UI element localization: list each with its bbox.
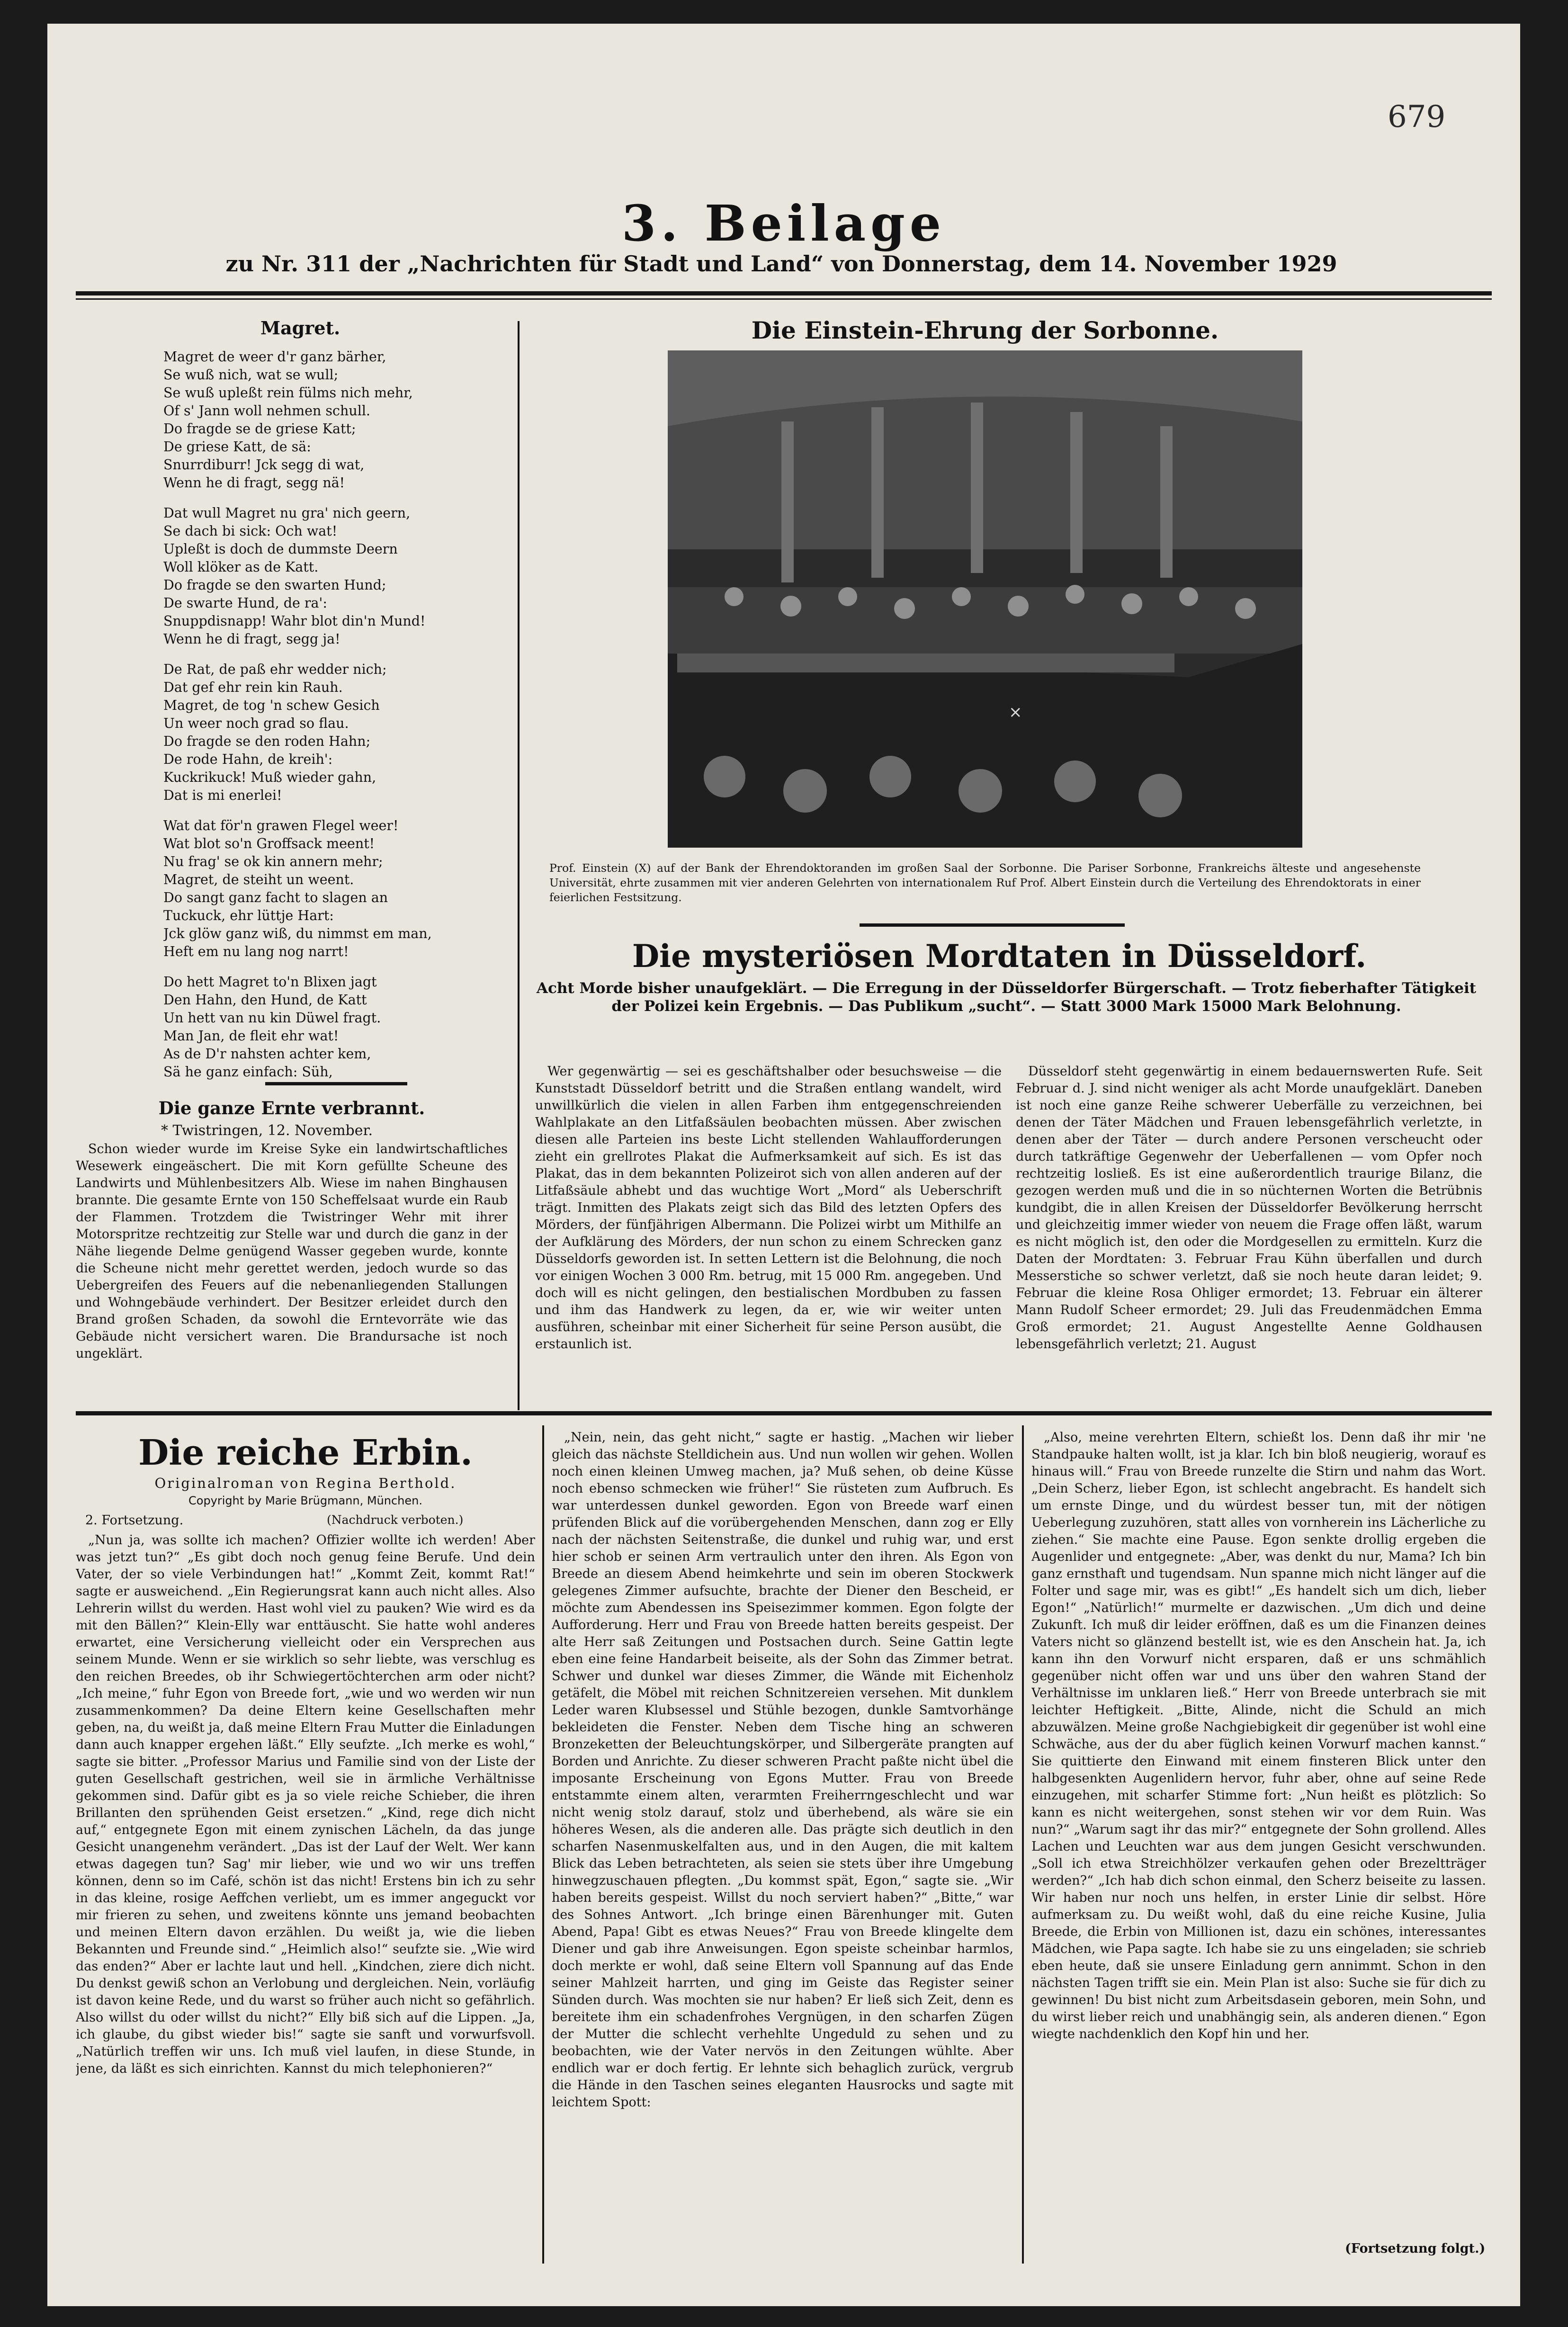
novel-column-1 bbox=[76, 1532, 535, 2256]
poem-line: Man Jan, de fleit ehr wat! bbox=[163, 1028, 339, 1044]
poem-line: Magret de weer d'r ganz bärher, bbox=[163, 349, 386, 365]
poem-line: Se wuß nich, wat se wull; bbox=[163, 367, 339, 383]
photo-caption: Prof. Einstein (X) auf der Bank der Ehrendoktoranden im großen Saal der Sorbonne. Die Pariser Sorbonne, Frankreichs älteste und angesehenste Universität, ehrte zusammen mit vier anderen Gelehrten von internationalem Ruf Prof. Albert Einstein durch die Verteilung des Ehrendoktorats in einer feierlichen Festsitzung. bbox=[549, 861, 1421, 904]
poem-line: Nu frag' se ok kin annern mehr; bbox=[163, 854, 383, 869]
novel-title: Die reiche Erbin. bbox=[138, 1432, 473, 1473]
poem-line: Snuppdisnapp! Wahr blot din'n Mund! bbox=[163, 613, 426, 629]
poem-line: Wat blot so'n Groffsack meent! bbox=[163, 836, 375, 851]
caption-divider bbox=[860, 923, 1125, 927]
fire-article bbox=[76, 1098, 508, 1405]
poem-line: Se dach bi sick: Och wat! bbox=[163, 523, 338, 539]
novel-divider-2 bbox=[1022, 1425, 1024, 2264]
fire-title: Die ganze Ernte verbrannt. bbox=[158, 1098, 425, 1119]
murders-right-text: Düsseldorf steht gegenwärtig in einem bedauernswerten Rufe. Seit Februar d. J. sind nicht weniger als acht Morde unaufgeklärt. Daneben ist noch eine ganze Reihe schwerer Ueberfälle zu verzeichnen, bei denen der Täter Mädchen und Frauen lebensgefährlich verletzte, in denen aber der Täter — durch andere Personen verscheucht oder durch tatkräftige Gegenwehr der Ueberfallenen — vom Opfer noch rechtzeitig losließ. Es ist eine außerordentlich traurige Bilanz, die gezogen werden muß und die in so nüchternen Worten die Betrübnis kundgibt, die in allen Kreisen der Düsseldorfer Bevölkerung herrscht und gleichzeitig immer wieder von neuem die Frage offen läßt, warum es nicht möglich ist, den oder die Mordgesellen zu ermitteln. Kurz die Daten der Mordtaten: 3. Februar Frau Kühn überfallen und durch Messerstiche so schwer verletzt, daß sie noch heute daran leidet; 9. Februar die kleine Rosa Ohliger ermordet; 13. Februar ein älterer Mann Rudolf Scheer ermordet; 29. Juli das Freudenmädchen Emma Groß ermordet; 21. August Angestellte Aenne Goldhausen lebensgefährlich verletzt; 21. August bbox=[1016, 1064, 1482, 1351]
fire-body bbox=[76, 1141, 508, 1362]
novel-column-2 bbox=[552, 1429, 1013, 2260]
poem-stanza bbox=[163, 661, 509, 805]
poem-line: Heft em nu lang nog narrt! bbox=[163, 944, 349, 959]
poem-line: Magret, de steiht un weent. bbox=[163, 872, 354, 887]
murders-deck: Acht Morde bisher unaufgeklärt. — Die Erregung in der Düsseldorfer Bürgerschaft. — Trotz fieberhafter Tätigkeit der Polizei kein Ergebnis. — Das Publikum „sucht“. — Statt 3000 Mark 15000 Mark Belohnung. bbox=[536, 980, 1477, 1015]
sorbonne-photo bbox=[668, 350, 1302, 848]
issue-subtitle: zu Nr. 311 der „Nachrichten für Stadt und Land“ von Donnerstag, dem 14. November 1929 bbox=[225, 251, 1337, 277]
poem-line: Den Hahn, den Hund, de Katt bbox=[163, 992, 367, 1008]
poem-line: Do fragde se den roden Hahn; bbox=[163, 734, 371, 749]
novel-byline: Originalroman von Regina Berthold. bbox=[154, 1475, 457, 1491]
murders-column-left bbox=[535, 1063, 1002, 1406]
poem-stanza bbox=[163, 504, 509, 648]
continued-note: (Fortsetzung folgt.) bbox=[1345, 2241, 1486, 2256]
poem-line: De Rat, de paß ehr wedder nich; bbox=[163, 662, 387, 677]
poem-line: Woll klöker as de Katt. bbox=[163, 559, 319, 575]
poem-line: Snurrdiburr! Jck segg di wat, bbox=[163, 457, 365, 473]
novel-divider-1 bbox=[542, 1425, 544, 2264]
poem-line: Sä he ganz einfach: Süh, bbox=[163, 1064, 333, 1080]
novel-installment: 2. Fortsetzung. bbox=[85, 1513, 184, 1528]
poem-line: Tuckuck, ehr lüttje Hart: bbox=[163, 908, 334, 923]
novel-reprint-note: (Nachdruck verboten.) bbox=[327, 1513, 464, 1527]
poem-line: De swarte Hund, de ra': bbox=[163, 595, 327, 611]
svg-text:×: × bbox=[1009, 703, 1022, 722]
poem-line: De griese Katt, de sä: bbox=[163, 439, 311, 455]
poem-column bbox=[163, 317, 509, 1080]
poem-line: Wenn he di fragt, segg ja! bbox=[163, 631, 340, 647]
poem-line: Do hett Magret to'n Blixen jagt bbox=[163, 974, 377, 990]
section-divider bbox=[265, 1082, 407, 1085]
poem-line: Do fragde se den swarten Hund; bbox=[163, 577, 386, 593]
masthead-rule bbox=[76, 291, 1492, 295]
poem-line: Dat is mi enerlei! bbox=[163, 788, 282, 803]
supplement-heading: 3. Beilage bbox=[621, 194, 946, 252]
page-number: 679 bbox=[1388, 99, 1446, 134]
poem-line: Un weer noch grad so flau. bbox=[163, 716, 349, 731]
poem-stanza bbox=[163, 348, 509, 492]
poem-stanza bbox=[163, 973, 509, 1080]
poem-line: Magret, de tog 'n schew Gesich bbox=[163, 698, 380, 713]
lower-section-rule bbox=[76, 1411, 1492, 1415]
poem-line: Wat dat för'n grawen Flegel weer! bbox=[163, 818, 399, 833]
masthead-rule-thin bbox=[76, 298, 1492, 300]
novel-col1-text: „Nun ja, was sollte ich machen? Offizier wollte ich werden! Aber was jetzt tun?“ „Es gibt doch noch genug feine Berufe. Und dein Vater, der so viele Verbindungen hat!“ „Kommt Zeit, kommt Rat!“ sagte er ausweichend. „Ein Regierungsrat kann auch nicht alles. Also Lehrerin willst du werden. Hast wohl viel zu pauken? Wie wird es da mit den Bällen?“ Klein-Elly war enttäuscht. Sie hatte wohl anderes erwartet, eine Versicherung vielleicht oder ein Versprechen aus seinem Munde. Wenn er sie wirklich so sehr liebte, was verschlug es den reichen Breedes, ob ihr Schwiegertöchterchen arm oder nicht? „Ich meine,“ fuhr Egon von Breede fort, „wie und wo werden wir nun zusammenkommen? Da deine Eltern keine Gesellschaften mehr geben, na, du weißt ja, daß meine Eltern Frau Mutter die Einladungen dann auch knapper ergehen läßt.“ Elly seufzte. „Ich merke es wohl,“ sagte sie bitter. „Professor Marius und Familie sind von der Liste der guten Gesellschaft gestrichen, weil sie in ärmliche Verhältnisse gekommen sind. Dafür gibt es ja so viele reiche Schieber, die ihren Brillanten den sprühenden Geist ersetzen.“ „Kind, rege dich nicht auf,“ entgegnete Egon mit einem zynischen Lächeln, da das junge Gesicht unangenehm verändert. „Das ist der Lauf der Welt. Wer kann etwas dagegen tun? Sag' mir lieber, wie und wo wir uns treffen können, denn so im Café, schön ist das nicht! Erstens bin ich zu sehr in das kleine, rosige Aeffchen verliebt, um es immer angeguckt vor mir frieren zu sehen, und zweitens könnte uns jemand beobachten und meinen Eltern davon erzählen. Du weißt ja, wie die lieben Bekannten und Freunde sind.“ „Heimlich also!“ seufzte sie. „Wie wird das enden?“ Aber er lachte laut und hell. „Kindchen, ziere dich nicht. Du denkst gewiß schon an Verlobung und dergleichen. Nein, vorläufig ist davon keine Rede, und du warst so früher auch nicht so gefährlich. Also willst du oder willst du nicht?“ Elly biß sich auf die Lippen. „Ja, ich glaube, du gibst wieder bis!“ sagte sie sanft und vorwurfsvoll. „Natürlich treffen wir uns. Ich muß viel laufen, in diese Stunde, in jene, da läßt es sich einrichten. Kannst du mich telephonieren?“ bbox=[76, 1533, 535, 2076]
poem-line: Se wuß upleßt rein fülms nich mehr, bbox=[163, 385, 413, 401]
poem-line: As de D'r nahsten achter kem, bbox=[163, 1046, 371, 1062]
murders-title: Die mysteriösen Mordtaten in Düsseldorf. bbox=[632, 938, 1367, 975]
poem-line: Dat wull Magret nu gra' nich geern, bbox=[163, 505, 411, 521]
sorbonne-photo-image bbox=[668, 350, 1302, 848]
murders-left-text: Wer gegenwärtig — sei es geschäftshalber oder besuchsweise — die Kunststadt Düsseldorf betritt und die Straßen entlang wandelt, wird unwillkürlich die vielen in allen Farben ihm entgegenschreienden Wahlplakate an den Litfaßsäulen beobachten müssen. Aber zwischen diesen alle Parteien ins beste Licht stellenden Wahlaufforderungen zieht ein grellrotes Plakat die Aufmerksamkeit auf sich. Es ist das Plakat, das in dem bekannten Polizeirot sich von allen anderen auf der Litfaßsäule abhebt und das wuchtige Wort „Mord“ als Ueberschrift trägt. Inmitten des Plakats zeigt sich das Bild des letzten Opfers des Mörders, der fünfjährigen Albermann. Die Polizei wirbt um Mithilfe an der Aufklärung des Mörders, der nun schon zu einem Schrecken ganz Düsseldorfs geworden ist. In setten Lettern ist die Belohnung, die noch vor einigen Wochen 3 000 Rm. betrug, mit 15 000 Rm. angegeben. Und doch will es nicht gelingen, den bestialischen Mordbuben zu fassen und ihm das Handwerk zu legen, da er, wie wir weiter unten ausführen, scheinbar mit einer Sicherheit für seine Person ausübt, die erstaunlich ist. bbox=[535, 1064, 1002, 1351]
poem-title: Magret. bbox=[260, 317, 340, 339]
poem-line: De rode Hahn, de kreih': bbox=[163, 752, 333, 767]
poem-line: Do fragde se de griese Katt; bbox=[163, 421, 356, 437]
poem-line: Jck glöw ganz wiß, du nimmst em man, bbox=[163, 926, 432, 941]
einstein-title: Die Einstein-Ehrung der Sorbonne. bbox=[751, 316, 1219, 344]
poem-line: Do sangt ganz facht to slagen an bbox=[163, 890, 388, 905]
column-divider bbox=[518, 321, 520, 1410]
poem-line: Wenn he di fragt, segg nä! bbox=[163, 475, 345, 491]
poem-stanza bbox=[163, 817, 509, 961]
poem-stanzas bbox=[163, 348, 509, 1080]
poem-line: Upleßt is doch de dummste Deern bbox=[163, 541, 398, 557]
murders-column-right bbox=[1016, 1063, 1482, 1406]
poem-line: Kuckrikuck! Muß wieder gahn, bbox=[163, 770, 376, 785]
poem-line: Of s' Jann woll nehmen schull. bbox=[163, 403, 370, 419]
novel-col2-text: „Nein, nein, das geht nicht,“ sagte er hastig. „Machen wir lieber gleich das nächste Stelldichein aus. Und nun wollen wir gehen. Wollen noch einen kleinen Umweg machen, ja? Muß sehen, ob deine Küsse noch ebenso schmecken wie früher!“ Sie rüsteten zum Aufbruch. Es war unterdessen dunkel geworden. Egon von Breede warf einen prüfenden Blick auf die vorübergehenden Menschen, dann zog er Elly nach der nächsten Seitenstraße, die dunkel und ruhig war, und erst hier schob er seinen Arm vertraulich unter den ihren. Als Egon von Breede an diesem Abend heimkehrte und sein im oberen Stockwerk gelegenes Zimmer aufsuchte, brachte der Diener den Bescheid, er möchte zum Abendessen ins Speisezimmer kommen. Egon folgte der Aufforderung. Herr und Frau von Breede hatten bereits gespeist. Der alte Herr saß Zeitungen und Postsachen durch. Seine Gattin legte eben eine feine Handarbeit beiseite, als der Sohn das Zimmer betrat. Schwer und dunkel war dieses Zimmer, die Wände mit Eichenholz getäfelt, die Möbel mit reichen Schnitzereien versehen. Mit dunklem Leder waren Klubsessel und Stühle bezogen, dunkle Samtvorhänge bekleideten die Fenster. Neben dem Tische hing an schweren Bronzeketten der Beleuchtungskörper, und Silbergeräte prangten auf Borden und Anrichte. Zu dieser schweren Pracht paßte nicht übel die imposante Erscheinung von Egons Mutter. Frau von Breede entstammte einem alten, verarmten Freiherrngeschlecht und war nicht wenig stolz darauf, stolz und überhebend, als wäre sie ein höheres Wesen, als die anderen alle. Das prägte sich deutlich in den scharfen Nasenmuskelfalten aus, und in den Augen, die mit kaltem Blick das Leben betrachteten, als seien sie stets über ihre Umgebung hinwegzuschauen pflegten. „Du kommst spät, Egon,“ sagte sie. „Wir haben bereits gespeist. Willst du noch serviert haben?“ „Bitte,“ war des Sohnes Antwort. „Ich bringe einen Bärenhunger mit. Guten Abend, Papa! Gibt es etwas Neues?“ Frau von Breede klingelte dem Diener und gab ihre Anweisungen. Egon speiste scheinbar harmlos, doch merkte er wohl, daß seine Eltern voll Spannung auf das Ende seiner Mahlzeit harrten, und ging im Geiste das Register seiner Sünden durch. Was mochten sie nur haben? Er ließ sich Zeit, denn es bereitete ihm ein schadenfrohes Vergnügen, in den scharfen Zügen der Mutter die schlecht verhehlte Ungeduld zu sehen und zu beobachten, wie der Vater nervös in den Zeitungen wühlte. Aber endlich war er doch fertig. Er lehnte sich behaglich zurück, vergrub die Hände in den Taschen seines eleganten Hausrocks und sagte mit leichtem Spott: bbox=[552, 1430, 1013, 2110]
fire-dateline: * Twistringen, 12. November. bbox=[161, 1122, 373, 1139]
newspaper-page bbox=[47, 24, 1520, 2306]
novel-col3-text: „Also, meine verehrten Eltern, schießt los. Denn daß ihr mir 'ne Standpauke halten wollt, ist ja klar. Ich bin bloß neugierig, worauf es hinaus will.“ Frau von Breede runzelte die Stirn und nahm das Wort. „Dein Scherz, lieber Egon, ist schlecht angebracht. Es handelt sich um ernste Dinge, und du würdest besser tun, mit der nötigen Ueberlegung zuzuhören, statt alles von vornherein ins Lächerliche zu ziehen.“ Sie machte eine Pause. Egon senkte drollig ergeben die Augenlider und entgegnete: „Aber, was denkt du nur, Mama? Ich bin ganz ernsthaft und tugendsam. Nun spanne mich nicht länger auf die Folter und sage mir, was es gibt!“ „Es handelt sich um dich, lieber Egon!“ „Natürlich!“ murmelte er dazwischen. „Um dich und deine Zukunft. Ich muß dir leider eröffnen, daß es um die Finanzen deines Vaters nicht so glänzend bestellt ist, wie es den Anschein hat. Ja, ich kann ihn den Vorwurf nicht ersparen, daß er uns schmählich gegenüber nicht offen war und uns über den wahren Stand der Verhältnisse im unklaren ließ.“ Herr von Breede unterbrach sie mit leichter Heftigkeit. „Bitte, Alinde, nicht die Schuld an mich abzuwälzen. Meine große Nachgiebigkeit dir gegenüber ist wohl eine Schwäche, aus der du aber füglich keinen Vorwurf machen kannst.“ Sie quittierte den Einwand mit einem finsteren Blick unter den halbgesenkten Augenlidern hervor, fuhr aber, ohne auf seine Rede einzugehen, mit scharfer Stimme fort: „Nun heißt es plötzlich: So kann es nicht weitergehen, sonst stehen wir vor dem Ruin. Was nun?“ „Warum sagt ihr das mir?“ entgegnete der Sohn grollend. Alles Lachen und Leuchten war aus dem jungen Gesicht verschwunden. „Soll ich etwa Streichhölzer verkaufen gehen oder Brezeltträger werden?“ „Ich hab dich schon einmal, den Scherz beiseite zu lassen. Wir haben nur noch uns helfen, in erster Linie dir selbst. Höre aufmerksam zu. Du weißt wohl, daß du eine reiche Kusine, Julia Breede, die Erbin von Millionen ist, dazu ein schönes, interessantes Mädchen, wie Papa sagte. Ich habe sie zu uns eingeladen; sie schrieb eben heute, daß sie unsere Einladung gern annimmt. Schon in den nächsten Tagen trifft sie ein. Mein Plan ist also: Suche sie für dich zu gewinnen! Du bist nicht zum Arbeitsdasein geboren, mein Sohn, und du wirst lieber reich und unabhängig sein, als anderen dienen.“ Egon wiegte nachdenklich den Kopf hin und her. bbox=[1031, 1430, 1486, 2041]
fire-text: Schon wieder wurde im Kreise Syke ein landwirtschaftliches Wesewerk eingeäschert. Die mit Korn gefüllte Scheune des Landwirts und Mühlenbesitzers Alb. Wiese im nahen Binghausen brannte. Die gesamte Ernte von 150 Scheffelsaat wurde ein Raub der Flammen. Trotzdem die Twistringer Wehr mit ihrer Motorspritze rechtzeitig zur Stelle war und durch die ganz in der Nähe liegende Delme genügend Wasser gegeben wurde, konnte die Scheune nicht mehr gerettet werden, jedoch wurde so das Uebergreifen des Feuers auf die nebenanliegenden Stallungen und Wohngebäude verhindert. Der Besitzer erleidet durch den Brand großen Schaden, da sowohl die Erntevorräte wie das Gebäude nicht versichert waren. Die Brandursache ist noch ungeklärt. bbox=[76, 1142, 508, 1361]
novel-copyright: Copyright by Marie Brügmann, München. bbox=[188, 1494, 422, 1507]
poem-line: Un hett van nu kin Düwel fragt. bbox=[163, 1010, 381, 1026]
poem-line: Dat gef ehr rein kin Rauh. bbox=[163, 680, 343, 695]
novel-column-3 bbox=[1031, 1429, 1486, 2237]
